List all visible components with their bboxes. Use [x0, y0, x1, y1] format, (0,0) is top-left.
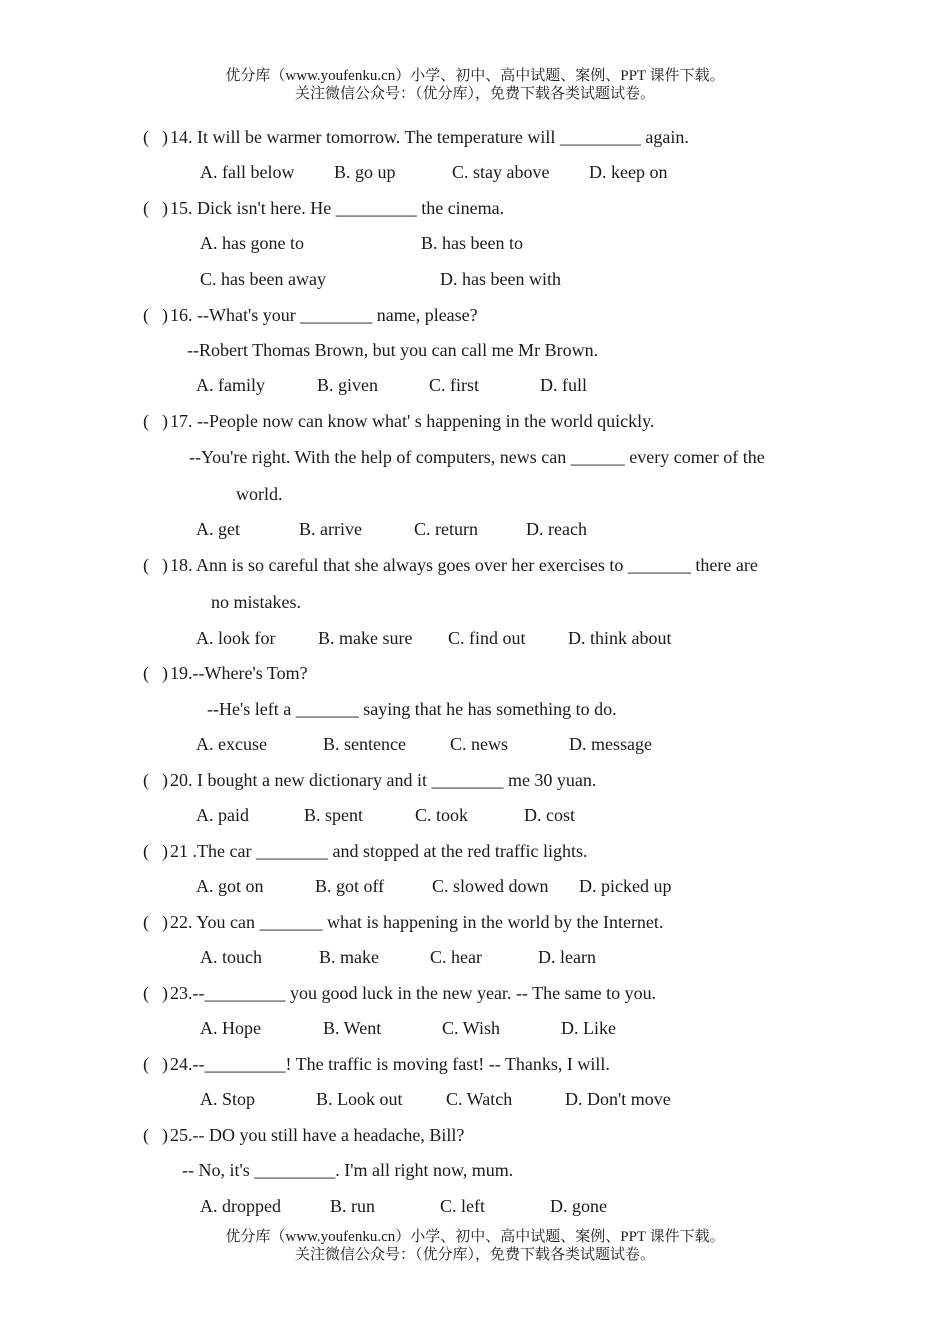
answer-blank[interactable]: ( ) — [143, 770, 168, 790]
question-stem: 24.--_________! The traffic is moving fast! -- Thanks, I will. — [170, 1054, 610, 1074]
question-stem: 21 .The car ________ and stopped at the red traffic lights. — [170, 841, 588, 861]
question-stem: 15. Dick isn't here. He _________ the cinema. — [170, 198, 505, 218]
option-b: B. make — [319, 947, 379, 967]
option-d: D. Like — [561, 1018, 616, 1038]
dialogue-line: --You're right. With the help of computers, news can ______ every comer of the — [189, 447, 765, 467]
question-stem: 20. I bought a new dictionary and it ________ me 30 yuan. — [170, 770, 597, 790]
option-c: C. first — [429, 375, 480, 395]
answer-blank[interactable]: ( ) — [143, 983, 168, 1003]
option-a: A. dropped — [200, 1196, 281, 1216]
dialogue-line: --Robert Thomas Brown, but you can call me Mr Brown. — [187, 340, 599, 360]
answer-blank[interactable]: ( ) — [143, 555, 168, 575]
option-d: D. reach — [526, 519, 587, 539]
page-header — [0, 67, 950, 103]
option-d: D. Don't move — [565, 1089, 671, 1109]
option-d: D. keep on — [589, 162, 668, 182]
option-c: C. hear — [430, 947, 482, 967]
option-a: A. family — [196, 375, 265, 395]
answer-blank[interactable]: ( ) — [143, 663, 168, 683]
option-d: D. gone — [550, 1196, 607, 1216]
question-stem: 19.--Where's Tom? — [170, 663, 308, 683]
option-a: A. fall below — [200, 162, 295, 182]
question-stem: 16. --What's your ________ name, please? — [170, 305, 478, 325]
option-b: B. sentence — [323, 734, 406, 754]
option-b: B. Look out — [316, 1089, 403, 1109]
option-c: C. left — [440, 1196, 485, 1216]
dialogue-line: -- No, it's _________. I'm all right now, mum. — [182, 1160, 514, 1180]
option-a: A. get — [196, 519, 240, 539]
option-b: B. spent — [304, 805, 364, 825]
answer-blank[interactable]: ( ) — [143, 1054, 168, 1074]
option-c: C. Wish — [442, 1018, 500, 1038]
option-d: D. message — [569, 734, 652, 754]
option-a: A. excuse — [196, 734, 267, 754]
footer-line-1: 优分库（www.youfenku.cn）小学、初中、高中试题、案例、PPT 课件下载。 — [225, 1229, 725, 1245]
option-a: A. got on — [196, 876, 264, 896]
footer-line-2: 关注微信公众号：（优分库），免费下载各类试题试卷。 — [294, 1247, 655, 1263]
option-a: A. Hope — [200, 1018, 261, 1038]
option-d: D. think about — [568, 628, 672, 648]
option-c: C. news — [450, 734, 508, 754]
page-footer — [0, 1228, 950, 1264]
option-b: B. make sure — [318, 628, 413, 648]
answer-blank[interactable]: ( ) — [143, 198, 168, 218]
option-c: C. stay above — [452, 162, 550, 182]
question-stem: 23.--_________ you good luck in the new year. -- The same to you. — [170, 983, 657, 1003]
answer-blank[interactable]: ( ) — [143, 305, 168, 325]
answer-blank[interactable]: ( ) — [143, 912, 168, 932]
option-a: A. has gone to — [200, 233, 304, 253]
option-b: B. Went — [323, 1018, 382, 1038]
option-d: D. cost — [524, 805, 575, 825]
option-b: B. run — [330, 1196, 375, 1216]
option-c: C. slowed down — [432, 876, 549, 896]
option-b: B. arrive — [299, 519, 362, 539]
option-b: B. got off — [315, 876, 385, 896]
option-c: C. Watch — [446, 1089, 513, 1109]
answer-blank[interactable]: ( ) — [143, 1125, 168, 1145]
answer-blank[interactable]: ( ) — [143, 411, 168, 431]
dialogue-line: --He's left a _______ saying that he has something to do. — [207, 699, 617, 719]
option-c: C. return — [414, 519, 478, 539]
option-a: A. look for — [196, 628, 276, 648]
option-b: B. given — [317, 375, 378, 395]
option-d: D. has been with — [440, 269, 561, 289]
question-stem: 22. You can _______ what is happening in the world by the Internet. — [170, 912, 664, 932]
answer-blank[interactable]: ( ) — [143, 127, 168, 147]
stem-wrap: no mistakes. — [211, 592, 301, 612]
option-b: B. has been to — [421, 233, 523, 253]
option-a: A. touch — [200, 947, 262, 967]
question-stem: 14. It will be warmer tomorrow. The temperature will _________ again. — [170, 127, 689, 147]
option-a: A. paid — [196, 805, 249, 825]
question-stem: 17. --People now can know what' s happening in the world quickly. — [170, 411, 655, 431]
dialogue-line-wrap: world. — [236, 484, 283, 504]
question-stem: 25.-- DO you still have a headache, Bill? — [170, 1125, 465, 1145]
option-a: A. Stop — [200, 1089, 256, 1109]
header-line-1: 优分库（www.youfenku.cn）小学、初中、高中试题、案例、PPT 课件下载。 — [225, 68, 725, 84]
answer-blank[interactable]: ( ) — [143, 841, 168, 861]
option-d: D. picked up — [579, 876, 672, 896]
option-d: D. learn — [538, 947, 596, 967]
option-d: D. full — [540, 375, 587, 395]
option-c: C. has been away — [200, 269, 326, 289]
question-stem: 18. Ann is so careful that she always goes over her exercises to _______ there are — [170, 555, 758, 575]
option-b: B. go up — [334, 162, 396, 182]
option-c: C. took — [415, 805, 469, 825]
option-c: C. find out — [448, 628, 526, 648]
header-line-2: 关注微信公众号：（优分库），免费下载各类试题试卷。 — [294, 86, 655, 102]
